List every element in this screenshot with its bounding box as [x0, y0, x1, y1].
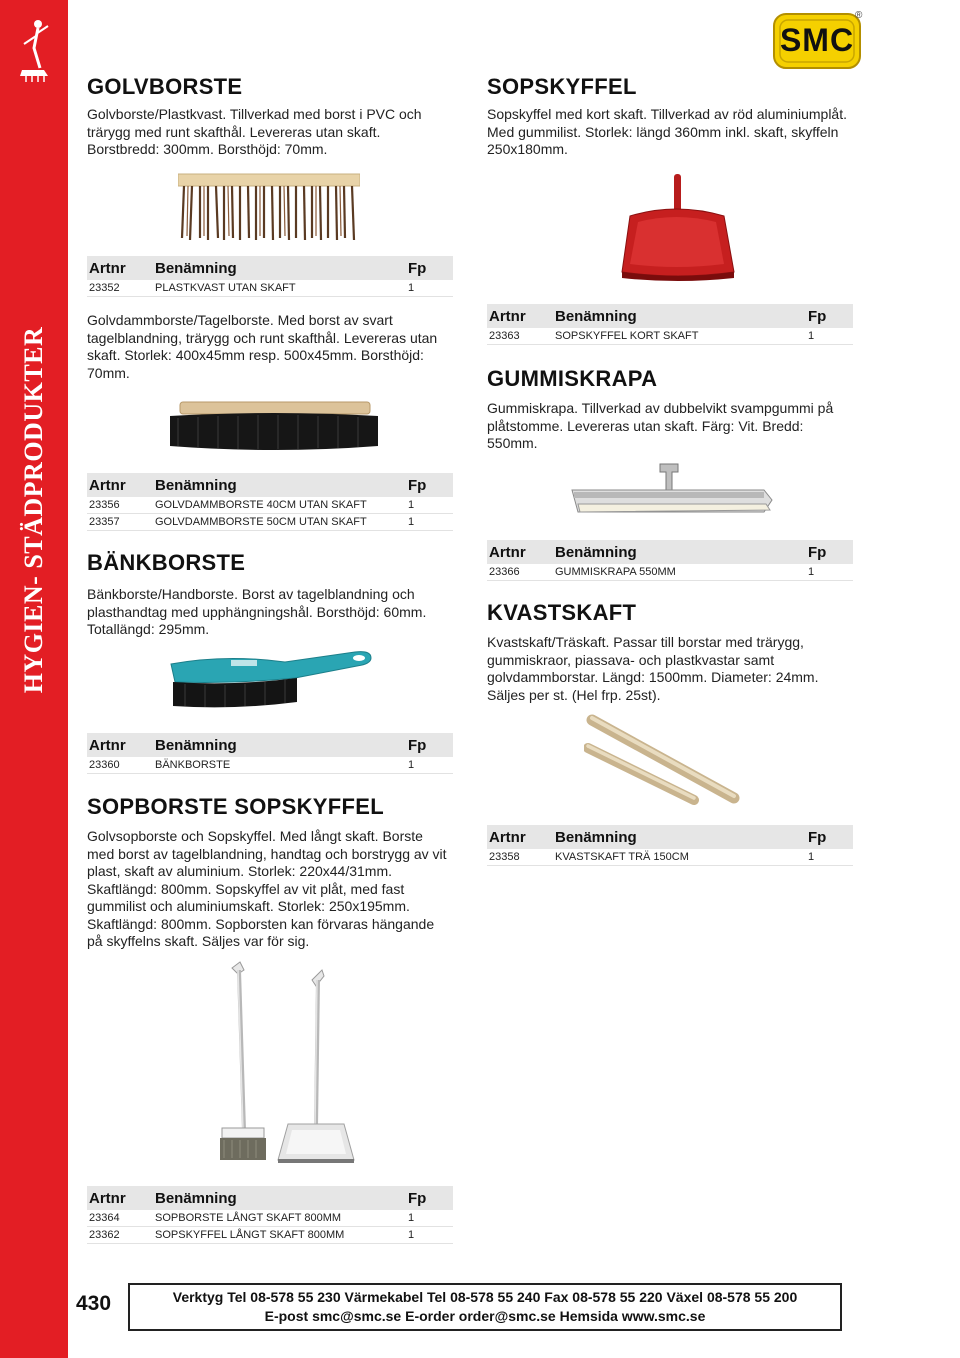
cell-artnr: 23366 [489, 566, 520, 578]
cell-name: SOPSKYFFEL LÅNGT SKAFT 800MM [155, 1229, 345, 1241]
table-row [87, 280, 453, 297]
col-fp: Fp [408, 259, 427, 277]
cell-artnr: 23363 [489, 330, 520, 342]
desc-line: plasthandtag med upphängningshål. Borsthöjd: 60mm. [87, 603, 427, 620]
cleaning-figure-icon [14, 18, 54, 88]
kvastskaft-title: KVASTSKAFT [487, 600, 637, 625]
desc-line: Säljes per st. (Hel frp. 25st). [487, 686, 661, 703]
golvdammborste-desc [87, 312, 457, 382]
golvdammborste-table [87, 473, 453, 531]
gummiskrapa-table [487, 540, 853, 581]
desc-line: plåtstomme. Levereras utan skaft. Färg: Vit. Bredd: [487, 417, 804, 434]
table-row [87, 514, 453, 531]
col-artnr: Artnr [489, 307, 526, 325]
col-artnr: Artnr [89, 259, 126, 277]
side-title: HYGIEN- STÄDPRODUKTER [19, 326, 48, 694]
cell-fp: 1 [808, 851, 815, 863]
cell-name: GOLVDAMMBORSTE 40CM UTAN SKAFT [155, 499, 367, 511]
desc-line: på skyffelns skaft. Säljes var för sig. [87, 933, 310, 949]
col-benamning: Benämning [155, 476, 237, 494]
desc-line: Bänkborste/Handborste. Borst av tagelblandning och [87, 586, 415, 602]
cell-name: GOLVDAMMBORSTE 50CM UTAN SKAFT [155, 516, 367, 528]
col-benamning: Benämning [555, 543, 637, 561]
col-artnr: Artnr [89, 476, 126, 494]
table-header [487, 304, 853, 328]
table-header [87, 473, 453, 497]
col-artnr: Artnr [89, 1189, 126, 1207]
cell-name: GUMMISKRAPA 550MM [555, 566, 676, 578]
desc-line: gummilist och aluminiumskaft. Storlek: 250x195mm. [87, 898, 410, 914]
sopskyffel-image [616, 172, 746, 284]
cell-artnr: 23364 [89, 1212, 120, 1224]
sopskyffel-title: SOPSKYFFEL [487, 74, 637, 99]
sopborste-sopskyffel-image [212, 960, 362, 1168]
bankborste-table [87, 733, 453, 774]
gummiskrapa-desc [487, 400, 859, 453]
table-header [87, 733, 453, 757]
sopborste-desc [87, 828, 459, 951]
desc-line: 550mm. [487, 435, 538, 451]
cell-fp: 1 [808, 566, 815, 578]
desc-line: Sopskyffel med kort skaft. Tillverkad av röd aluminiumplåt. [487, 106, 848, 122]
cell-artnr: 23358 [489, 851, 520, 863]
cell-name: KVASTSKAFT TRÄ 150CM [555, 851, 689, 863]
col-fp: Fp [808, 307, 827, 325]
desc-line: Gummiskrapa. Tillverkad av dubbelvikt svampgummi på [487, 400, 834, 416]
desc-line: Golvdammborste/Tagelborste. Med borst av svart [87, 312, 393, 328]
sopborste-table [87, 1186, 453, 1244]
col-benamning: Benämning [155, 736, 237, 754]
col-artnr: Artnr [489, 543, 526, 561]
table-header [87, 256, 453, 280]
table-header [87, 1186, 453, 1210]
bankborste-section [87, 550, 457, 639]
desc-line: 250x180mm. [487, 141, 568, 157]
kvastskaft-table [487, 825, 853, 866]
cell-fp: 1 [408, 1212, 415, 1224]
desc-line: tagelblandning, trärygg och runt skafthål. Levereras utan [87, 329, 438, 346]
table-row [487, 849, 853, 866]
col-fp: Fp [408, 476, 427, 494]
gummiskrapa-title: GUMMISKRAPA [487, 366, 658, 391]
cell-artnr: 23360 [89, 759, 120, 771]
desc-line: plast, skaft av aluminium. Storlek: 220x44/31mm. [87, 863, 393, 879]
desc-line: Kvastskaft/Träskaft. Passar till borstar med trärygg, [487, 634, 804, 650]
desc-line: Med gummilist. Storlek: längd 360mm inkl. skaft, skyffeln [487, 123, 839, 140]
desc-line: med borst av tagelblandning, handtag och borstrygg av vit [87, 845, 447, 862]
col-artnr: Artnr [89, 736, 126, 754]
sopskyffel-desc [487, 106, 857, 159]
desc-line: golvdammborstar. Längd: 1500mm. Diameter: 24mm. [487, 669, 819, 685]
cell-fp: 1 [408, 1229, 415, 1241]
cell-artnr: 23357 [89, 516, 120, 528]
desc-line: gummiskraor, piassava- och plastkvastar samt [487, 651, 775, 668]
col-benamning: Benämning [555, 307, 637, 325]
cell-name: BÄNKBORSTE [155, 759, 231, 771]
footer-line-2: E-post smc@smc.se E-order order@smc.se Hemsida www.smc.se [264, 1308, 706, 1324]
bankborste-title: BÄNKBORSTE [87, 550, 246, 575]
table-row [487, 564, 853, 581]
col-artnr: Artnr [489, 828, 526, 846]
col-fp: Fp [408, 736, 427, 754]
desc-line: trärygg med runt skafthål. Levereras utan skaft. [87, 123, 381, 140]
sopborste-title: SOPBORSTE SOPSKYFFEL [87, 794, 384, 819]
footer-line-1: Verktyg Tel 08-578 55 230 Värmekabel Tel 08-578 55 240 Fax 08-578 55 220 Växel 08-578 55 200 [172, 1289, 798, 1305]
cell-fp: 1 [408, 516, 415, 528]
col-fp: Fp [808, 828, 827, 846]
golvborste-title: GOLVBORSTE [87, 74, 243, 99]
registered-mark: ® [855, 10, 863, 21]
table-row [87, 1227, 453, 1244]
cell-artnr: 23356 [89, 499, 120, 511]
cell-name: PLASTKVAST UTAN SKAFT [155, 282, 296, 294]
cell-name: SOPBORSTE LÅNGT SKAFT 800MM [155, 1212, 342, 1224]
desc-line: Totallängd: 295mm. [87, 621, 210, 637]
col-benamning: Benämning [155, 259, 237, 277]
col-fp: Fp [408, 1189, 427, 1207]
kvastskaft-image [584, 712, 744, 806]
desc-line: 70mm. [87, 364, 130, 381]
cell-artnr: 23352 [89, 282, 120, 294]
desc-line: skaft. Storlek: 400x45mm resp. 500x45mm. Borsthöjd: [87, 347, 424, 363]
plastkvast-image [178, 170, 360, 242]
bankborste-image [165, 644, 375, 710]
desc-line: Borstbredd: 300mm. Borsthöjd: 70mm. [87, 141, 328, 157]
table-row [87, 757, 453, 774]
col-fp: Fp [808, 543, 827, 561]
cell-name: SOPSKYFFEL KORT SKAFT [555, 330, 699, 342]
col-benamning: Benämning [555, 828, 637, 846]
gummiskrapa-image [568, 460, 774, 520]
cell-fp: 1 [808, 330, 815, 342]
table-row [87, 497, 453, 514]
col-benamning: Benämning [155, 1189, 237, 1207]
desc-line: Golvborste/Plastkvast. Tillverkad med borst i PVC och [87, 106, 422, 122]
contact-footer [128, 1283, 842, 1331]
cell-artnr: 23362 [89, 1229, 120, 1241]
desc-line: Golvsopborste och Sopskyffel. Med långt skaft. Borste [87, 828, 423, 844]
gummiskrapa-section [487, 366, 859, 453]
bankborste-desc [87, 586, 457, 639]
cell-fp: 1 [408, 759, 415, 771]
cell-fp: 1 [408, 499, 415, 511]
table-header [487, 825, 853, 849]
desc-line: Skaftlängd: 800mm. Sopskyffel av vit plåt, med fast [87, 880, 405, 897]
cell-fp: 1 [408, 282, 415, 294]
kvastskaft-section [487, 600, 859, 704]
golvborste-section [87, 74, 457, 159]
golvborste-desc [87, 106, 457, 159]
sopskyffel-table [487, 304, 853, 345]
sopskyffel-section [487, 74, 857, 159]
table-row [487, 328, 853, 345]
golvborste-table [87, 256, 453, 297]
sopborste-section [87, 794, 459, 951]
table-row [87, 1210, 453, 1227]
smc-logo-text: SMC [779, 22, 855, 58]
kvastskaft-desc [487, 634, 859, 704]
golvdammborste-image [168, 400, 380, 456]
page-number: 430 [76, 1292, 112, 1315]
table-header [487, 540, 853, 564]
desc-line: Skaftlängd: 800mm. Sopborsten kan förvaras hängande [87, 915, 435, 932]
